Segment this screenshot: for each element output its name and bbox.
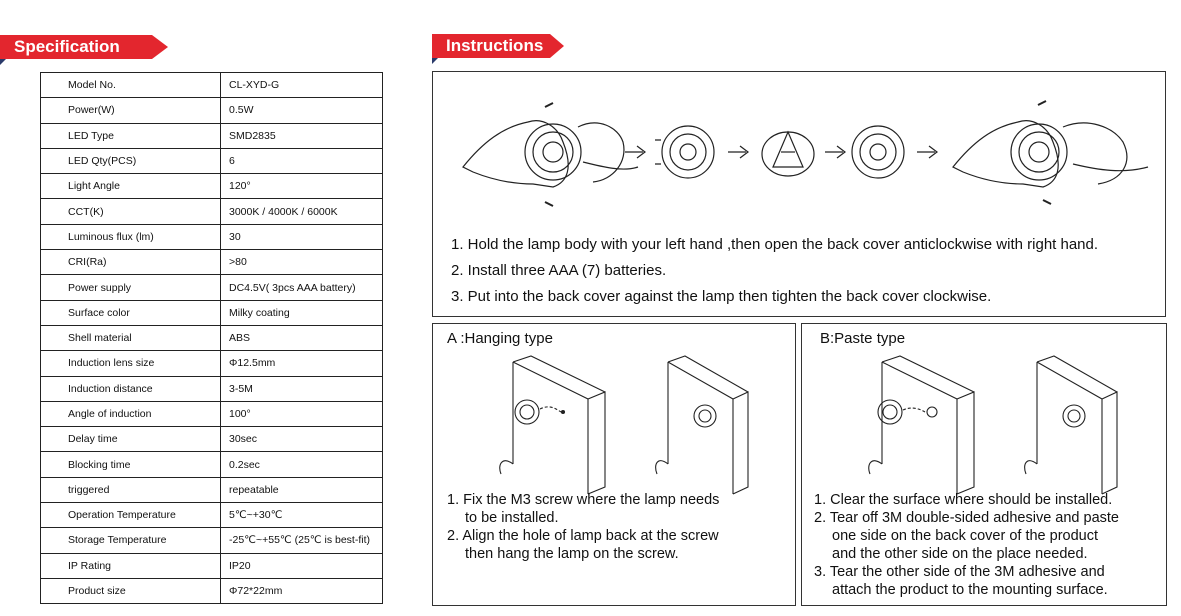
spec-row	[41, 174, 383, 199]
spec-value: SMD2835	[221, 123, 383, 148]
spec-value: ABS	[221, 325, 383, 350]
spec-label: Power supply	[41, 275, 221, 300]
spec-label: Storage Temperature	[41, 528, 221, 553]
paste-steps	[814, 491, 1119, 599]
spec-value: -25℃~+55℃ (25℃ is best-fit)	[221, 528, 383, 553]
paste-step-3: 3. Tear the other side of the 3M adhesive and	[814, 564, 1105, 580]
instruction-step-1: 1. Hold the lamp body with your left hand ,then open the back cover anticlockwise with right hand.	[451, 236, 1099, 253]
spec-row	[41, 123, 383, 148]
spec-value: Milky coating	[221, 300, 383, 325]
paste-step-3-cont: attach the product to the mounting surface.	[832, 582, 1108, 598]
instructions-panel	[432, 71, 1166, 317]
spec-label: Shell material	[41, 325, 221, 350]
spec-label: CCT(K)	[41, 199, 221, 224]
hanging-step-1-cont: to be installed.	[465, 510, 559, 526]
spec-label: Light Angle	[41, 174, 221, 199]
spec-row	[41, 148, 383, 173]
spec-label: Angle of induction	[41, 401, 221, 426]
spec-row	[41, 300, 383, 325]
spec-value: Φ12.5mm	[221, 351, 383, 376]
spec-row	[41, 427, 383, 452]
instructions-banner	[432, 34, 578, 58]
spec-row	[41, 528, 383, 553]
spec-value: DC4.5V( 3pcs AAA battery)	[221, 275, 383, 300]
spec-row	[41, 503, 383, 528]
instructions-title: Instructions	[446, 36, 544, 55]
spec-value: >80	[221, 250, 383, 275]
paste-step-2-cont: one side on the back cover of the product	[832, 528, 1099, 544]
spec-row	[41, 98, 383, 123]
spec-label: LED Qty(PCS)	[41, 148, 221, 173]
spec-label: Surface color	[41, 300, 221, 325]
paste-type-title: B:Paste type	[820, 330, 906, 347]
spec-label: Delay time	[41, 427, 221, 452]
specification-banner	[0, 35, 182, 59]
hanging-illustration	[493, 354, 753, 499]
spec-label: LED Type	[41, 123, 221, 148]
instruction-step-2: 2. Install three AAA (7) batteries.	[451, 262, 667, 279]
spec-label: Blocking time	[41, 452, 221, 477]
spec-row	[41, 401, 383, 426]
spec-label: Power(W)	[41, 98, 221, 123]
banner-fold-icon	[432, 58, 438, 66]
hanging-step-1: 1. Fix the M3 screw where the lamp needs	[447, 492, 720, 508]
spec-value: Φ72*22mm	[221, 578, 383, 603]
spec-row	[41, 376, 383, 401]
specification-title: Specification	[14, 37, 120, 56]
paste-type-panel	[801, 323, 1167, 606]
spec-label: IP Rating	[41, 553, 221, 578]
spec-value: 3-5M	[221, 376, 383, 401]
instruction-list	[451, 232, 1098, 310]
paste-step-1: 1. Clear the surface where should be installed.	[814, 492, 1113, 508]
spec-value: repeatable	[221, 477, 383, 502]
spec-label: triggered	[41, 477, 221, 502]
spec-row	[41, 325, 383, 350]
spec-value: 6	[221, 148, 383, 173]
spec-label: Operation Temperature	[41, 503, 221, 528]
spec-label: Model No.	[41, 73, 221, 98]
spec-row	[41, 199, 383, 224]
hanging-step-2-cont: then hang the lamp on the screw.	[465, 546, 679, 562]
spec-value: 120°	[221, 174, 383, 199]
spec-label: Product size	[41, 578, 221, 603]
hanging-type-panel	[432, 323, 796, 606]
spec-row	[41, 73, 383, 98]
paste-illustration	[862, 354, 1122, 499]
banner-fold-icon	[0, 59, 6, 67]
spec-value: IP20	[221, 553, 383, 578]
spec-row	[41, 578, 383, 603]
battery-install-illustration	[433, 72, 1167, 212]
spec-row	[41, 452, 383, 477]
spec-row	[41, 351, 383, 376]
spec-label: Induction distance	[41, 376, 221, 401]
hanging-type-title: A :Hanging type	[447, 330, 553, 347]
paste-step-2-cont2: and the other side on the place needed.	[832, 546, 1088, 562]
spec-label: Luminous flux (lm)	[41, 224, 221, 249]
spec-row	[41, 224, 383, 249]
spec-value: 0.2sec	[221, 452, 383, 477]
spec-row	[41, 275, 383, 300]
spec-label: Induction lens size	[41, 351, 221, 376]
spec-value: 30sec	[221, 427, 383, 452]
spec-row	[41, 477, 383, 502]
spec-value: 0.5W	[221, 98, 383, 123]
spec-label: CRI(Ra)	[41, 250, 221, 275]
spec-value: 100°	[221, 401, 383, 426]
hanging-steps	[447, 491, 719, 563]
spec-row	[41, 553, 383, 578]
spec-value: 30	[221, 224, 383, 249]
spec-value: 5℃~+30℃	[221, 503, 383, 528]
spec-value: CL-XYD-G	[221, 73, 383, 98]
spec-row	[41, 250, 383, 275]
specification-table	[40, 72, 383, 604]
instruction-step-3: 3. Put into the back cover against the lamp then tighten the back cover clockwise.	[451, 288, 992, 305]
spec-value: 3000K / 4000K / 6000K	[221, 199, 383, 224]
hanging-step-2: 2. Align the hole of lamp back at the screw	[447, 528, 719, 544]
paste-step-2: 2. Tear off 3M double-sided adhesive and paste	[814, 510, 1119, 526]
